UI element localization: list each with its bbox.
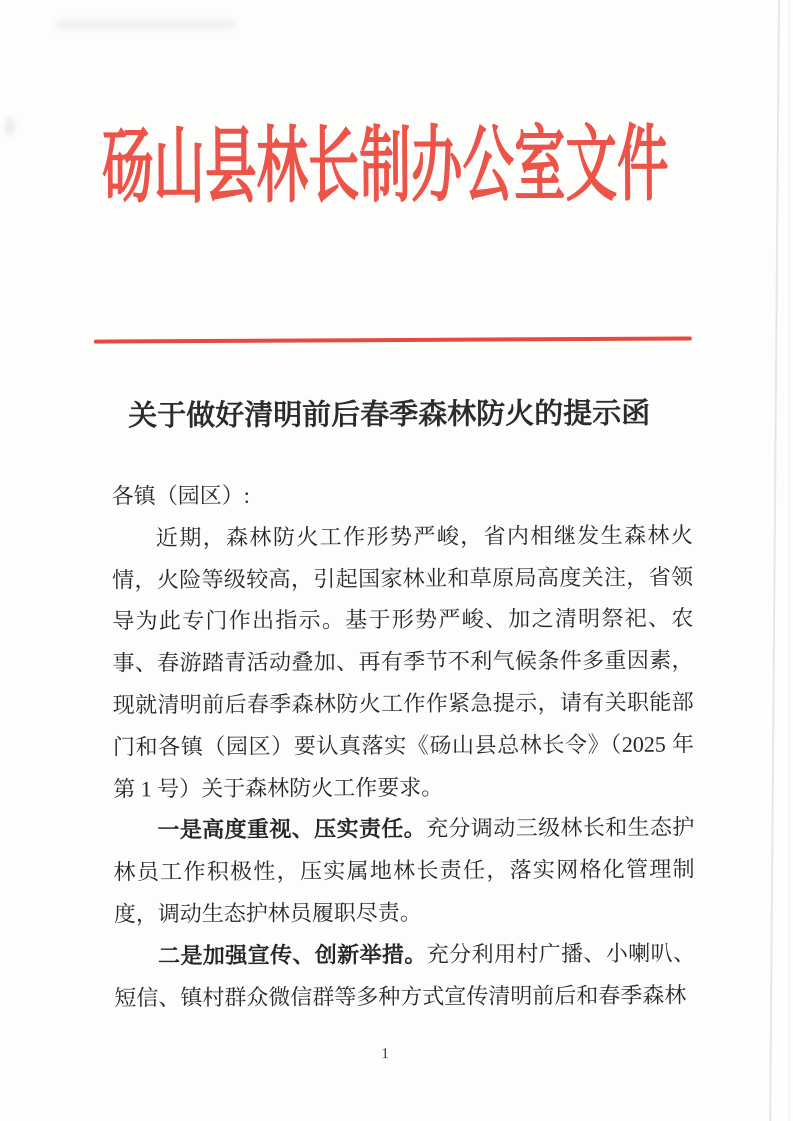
- document-body: [112, 472, 696, 1018]
- page-number: 1: [381, 1046, 390, 1063]
- letterhead-divider: [94, 336, 692, 343]
- paragraph-measure-1-lead: 一是高度重视、压实责任。: [157, 816, 427, 843]
- paragraph-measure-2: [114, 932, 695, 1019]
- letterhead-title: 砀山县林长制办公室文件: [101, 119, 669, 216]
- paragraph-measure-2-lead: 二是加强宣传、创新举措。: [157, 941, 427, 969]
- paragraph-situation: [112, 514, 695, 810]
- paragraph-measure-2-text: 充分利用村广播、小喇叭、短信、镇村群众微信群等多种方式宣传清明前后和春季森林: [114, 940, 696, 1011]
- paragraph-situation-text: 近期，森林防火工作形势严峻，省内相继发生森林火情，火险等级较高，引起国家林业和草原局高度关注，省领导为此专门作出指示。基于形势严峻、加之清明祭祀、农事、春游踏青活动叠加、再有季节不利气候条件多重因素，现就清明前后春季森林防火工作作紧急提示，请有关职能部门和各镇（园区）要认真落实《砀山县总林长令》（2025 年第 1 号）关于森林防火工作要求。: [112, 522, 695, 802]
- salutation: 各镇（园区）:: [111, 482, 250, 509]
- paragraph-measure-1-text: 充分调动三级林长和生态护林员工作积极性，压实属地林长责任，落实网格化管理制度，调动生态护林员履职尽责。: [113, 814, 695, 927]
- paragraph-measure-1: [113, 807, 695, 935]
- document-title: 关于做好清明前后春季森林防火的提示函: [128, 397, 651, 433]
